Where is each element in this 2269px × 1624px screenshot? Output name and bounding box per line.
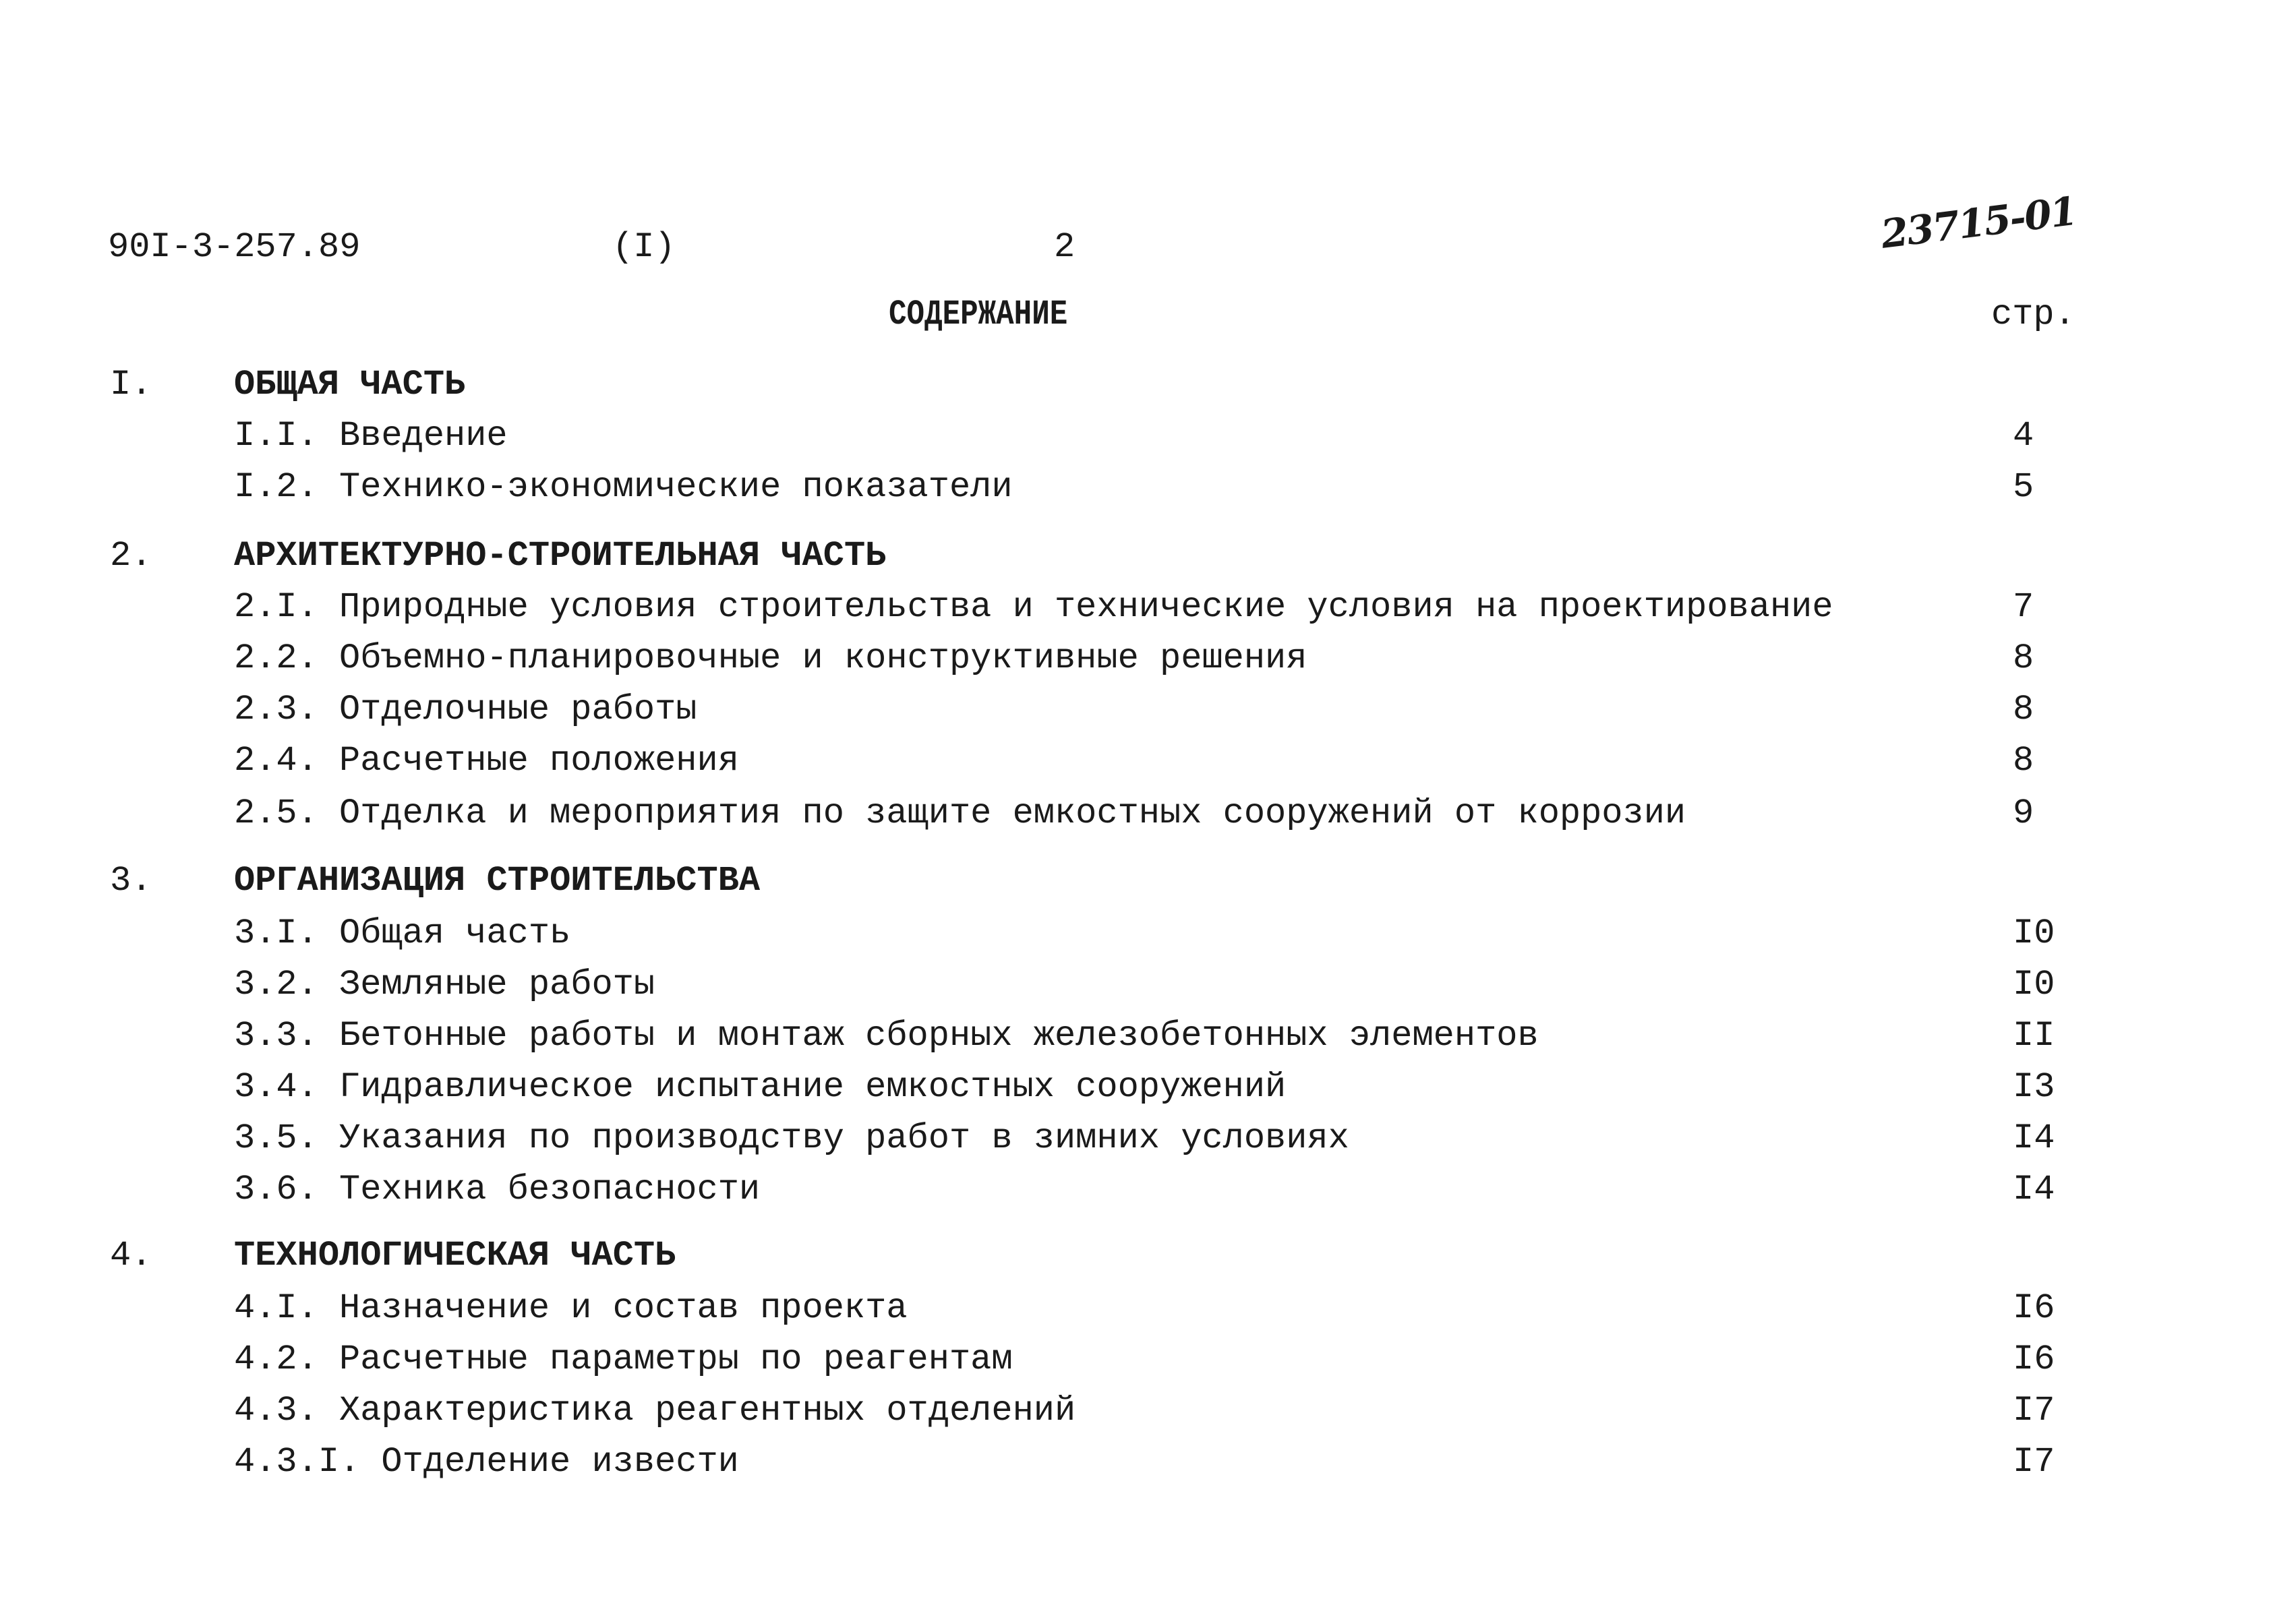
entry-page: 5 <box>2013 467 2034 507</box>
page-title: СОДЕРЖАНИЕ <box>889 295 1068 334</box>
entry-number: 2.3. <box>234 690 318 729</box>
entry-title: Земляные работы <box>339 965 655 1004</box>
entry-title: Указания по производству работ в зимних условиях <box>339 1118 1349 1158</box>
entry-number: 4.3. <box>234 1391 318 1431</box>
entry-title: Расчетные положения <box>339 741 739 781</box>
entry-title: Гидравлическое испытание емкостных сооружений <box>339 1067 1287 1107</box>
entry-number: 2.2. <box>234 638 318 678</box>
entry-number: I.2. <box>234 467 318 507</box>
entry-title: Общая часть <box>339 913 571 953</box>
entry-title: Отделка и мероприятия по защите емкостных сооружений от коррозии <box>339 793 1686 833</box>
entry-title: Расчетные параметры по реагентам <box>339 1340 1013 1379</box>
section-number: I. <box>110 365 152 404</box>
entry-page: 4 <box>2013 416 2034 456</box>
entry-page: I0 <box>2013 913 2055 953</box>
entry-number: 3.5. <box>234 1118 318 1158</box>
entry-number: 4.2. <box>234 1340 318 1379</box>
entry-page: I6 <box>2013 1288 2055 1328</box>
entry-number: 2.5. <box>234 793 318 833</box>
entry-page: I6 <box>2013 1340 2055 1379</box>
section-number: 3. <box>110 861 152 901</box>
section-title: ОБЩАЯ ЧАСТЬ <box>234 365 466 404</box>
entry-page: II <box>2013 1016 2055 1056</box>
entry-number: 4.3.I. <box>234 1442 361 1482</box>
entry-page: I4 <box>2013 1118 2055 1158</box>
entry-title: Технико-экономические показатели <box>339 467 1013 507</box>
handwritten-inventory-number: 23715-01 <box>1878 187 2079 258</box>
entry-number: 4.I. <box>234 1288 318 1328</box>
entry-number: 2.I. <box>234 587 318 627</box>
entry-page: I3 <box>2013 1067 2055 1107</box>
entry-number: 3.6. <box>234 1170 318 1209</box>
entry-page: I4 <box>2013 1170 2055 1209</box>
page-number: 2 <box>1054 227 1075 267</box>
entry-page: 8 <box>2013 741 2034 781</box>
entry-number: 3.I. <box>234 913 318 953</box>
entry-title: Назначение и состав проекта <box>339 1288 908 1328</box>
entry-number: 3.2. <box>234 965 318 1004</box>
entry-page: 7 <box>2013 587 2034 627</box>
doc-code: 90I-3-257.89 <box>108 227 361 267</box>
entry-title: Отделочные работы <box>339 690 697 729</box>
entry-title: Объемно-планировочные и конструктивные решения <box>339 638 1307 678</box>
entry-number: I.I. <box>234 416 318 456</box>
entry-title: Характеристика реагентных отделений <box>339 1391 1076 1431</box>
entry-page: 8 <box>2013 638 2034 678</box>
section-number: 2. <box>110 536 152 576</box>
entry-page: I7 <box>2013 1442 2055 1482</box>
entry-page: I0 <box>2013 965 2055 1004</box>
entry-number: 3.3. <box>234 1016 318 1056</box>
section-title: АРХИТЕКТУРНО-СТРОИТЕЛЬНАЯ ЧАСТЬ <box>234 536 887 576</box>
volume-number: (I) <box>612 227 676 267</box>
entry-title: Природные условия строительства и технические условия на проектирование <box>339 587 1833 627</box>
section-title: ОРГАНИЗАЦИЯ СТРОИТЕЛЬСТВА <box>234 861 761 901</box>
entry-title: Техника безопасности <box>339 1170 761 1209</box>
page-column-label: стр. <box>1991 295 2075 334</box>
entry-number: 3.4. <box>234 1067 318 1107</box>
entry-number: 2.4. <box>234 741 318 781</box>
entry-title: Введение <box>339 416 508 456</box>
section-title: ТЕХНОЛОГИЧЕСКАЯ ЧАСТЬ <box>234 1236 676 1275</box>
section-number: 4. <box>110 1236 152 1275</box>
entry-title: Отделение извести <box>381 1442 739 1482</box>
entry-page: 8 <box>2013 690 2034 729</box>
entry-page: I7 <box>2013 1391 2055 1431</box>
entry-title: Бетонные работы и монтаж сборных железобетонных элементов <box>339 1016 1539 1056</box>
entry-page: 9 <box>2013 793 2034 833</box>
